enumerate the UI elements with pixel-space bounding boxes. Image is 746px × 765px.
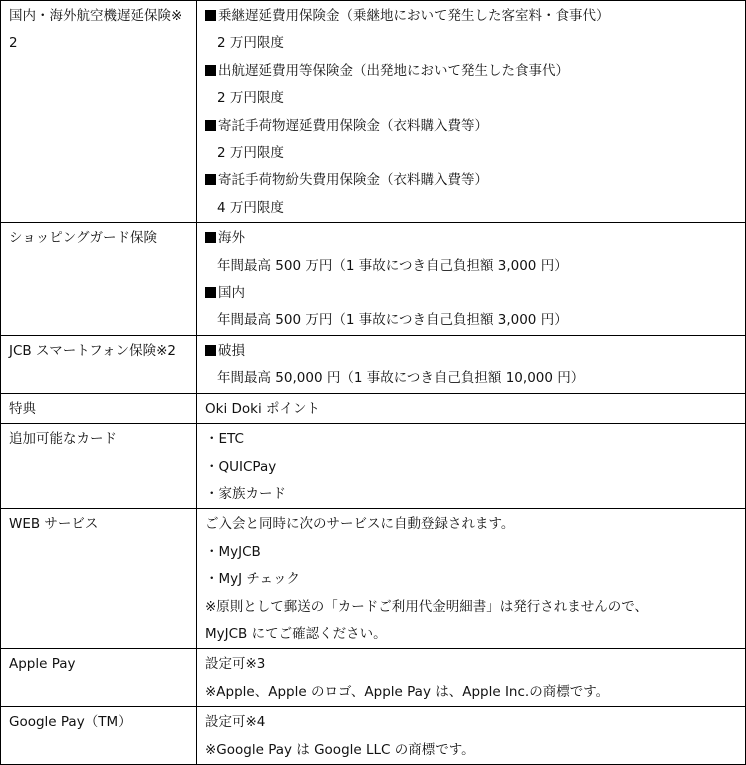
note-text: ※原則として郵送の「カードご利用代金明細書」は発行されませんので、 [205,598,649,615]
table-row-web-services [1,509,746,649]
setting-status: 設定可※4 [205,714,266,731]
limit-text: 2 万円限度 [217,35,284,52]
table-row-shopping-guard-insurance [1,223,746,336]
bullet-heading: 破損 [205,338,737,365]
row-label: Apple Pay [1,649,197,707]
row-label: 特典 [1,393,197,423]
description-text: ご入会と同時に次のサービスに自動登録されます。 [205,516,515,533]
limit-text: 4 万円限度 [217,199,284,216]
note-text: MyJCB にてご確認ください。 [205,625,387,642]
table-row-additional-cards [1,424,746,509]
row-label: WEB サービス [1,509,197,649]
row-value [197,707,746,765]
list-item: ・家族カード [205,485,286,502]
limit-text: 2 万円限度 [217,90,284,107]
table-row-smartphone-insurance [1,335,746,393]
row-value [197,393,746,423]
row-label: 追加可能なカード [1,424,197,509]
bullet-heading: 出航遅延費用等保険金（出発地において発生した食事代） [205,58,737,85]
limit-text: 年間最高 50,000 円（1 事故につき自己負担額 10,000 円） [217,370,585,387]
row-value [197,1,746,223]
limit-text: 年間最高 500 万円（1 事故につき自己負担額 3,000 円） [217,312,568,329]
bullet-heading: 寄託手荷物遅延費用保険金（衣料購入費等） [205,113,737,140]
list-item: ・ETC [205,431,244,448]
row-value [197,509,746,649]
table-row-apple-pay [1,649,746,707]
row-label: 国内・海外航空機遅延保険※2 [1,1,197,223]
trademark-note: ※Google Pay は Google LLC の商標です。 [205,741,475,758]
row-label: JCB スマートフォン保険※2 [1,335,197,393]
setting-status: 設定可※3 [205,656,266,673]
limit-text: 2 万円限度 [217,145,284,162]
bullet-heading: 海外 [205,225,737,252]
table-row-flight-delay-insurance [1,1,746,223]
bullet-heading: 乗継遅延費用保険金（乗継地において発生した客室料・食事代） [205,3,737,30]
bullet-heading: 国内 [205,280,737,307]
trademark-note: ※Apple、Apple のロゴ、Apple Pay は、Apple Inc.の商標です。 [205,683,610,700]
table-row-google-pay [1,707,746,765]
perk-text: Oki Doki ポイント [205,400,321,417]
row-label: Google Pay（TM） [1,707,197,765]
limit-text: 年間最高 500 万円（1 事故につき自己負担額 3,000 円） [217,257,568,274]
bullet-heading: 寄託手荷物紛失費用保険金（衣料購入費等） [205,167,737,194]
list-item: ・MyJCB [205,543,261,560]
row-value [197,223,746,336]
row-label: ショッピングガード保険 [1,223,197,336]
row-value [197,649,746,707]
row-value [197,424,746,509]
list-item: ・MyJ チェック [205,571,301,588]
list-item: ・QUICPay [205,458,277,475]
row-value [197,335,746,393]
table-row-perks [1,393,746,423]
